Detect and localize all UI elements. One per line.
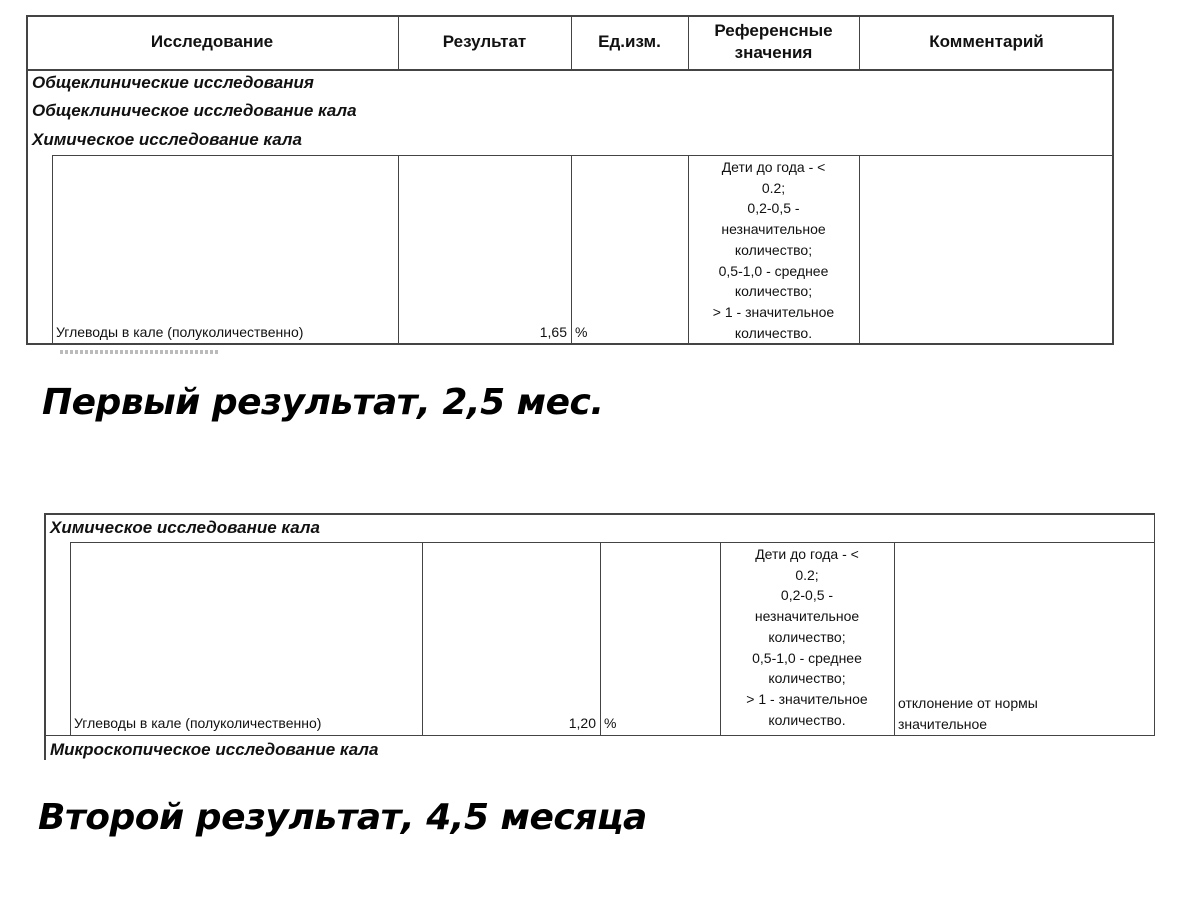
row-test-name: Углеводы в кале (полуколичественно) — [74, 715, 322, 731]
row-result-value: 1,20 — [568, 715, 596, 731]
reference-line: количество; — [768, 670, 846, 687]
reference-line: Дети до года - < — [755, 546, 859, 562]
reference-line: количество. — [734, 324, 813, 341]
reference-line: количество. — [768, 711, 846, 728]
row-result-value: 1,65 — [539, 324, 567, 340]
header-reference-line2: значения — [734, 43, 813, 62]
reference-line: 0.2; — [795, 566, 819, 583]
header-study: Исследование — [150, 32, 274, 51]
reference-line: Дети до года - < — [721, 159, 826, 175]
section-title: Общеклинические исследования — [32, 73, 314, 92]
header-result: Результат — [442, 32, 527, 51]
reference-line: количество; — [734, 283, 813, 300]
reference-line: 0,5-1,0 - среднее — [718, 262, 829, 279]
section-title: Химическое исследование кала — [50, 518, 320, 537]
reference-line: незначительное — [754, 608, 860, 625]
reference-line: количество; — [768, 628, 846, 645]
reference-line: > 1 - значительное — [712, 303, 835, 320]
section-title: Микроскопическое исследование кала — [50, 740, 379, 759]
reference-line: 0,2-0,5 - — [780, 587, 834, 604]
row-unit: % — [604, 715, 617, 731]
row-comment — [898, 693, 1038, 734]
header-comment: Комментарий — [929, 32, 1044, 51]
header-reference-line1: Референсные — [714, 21, 833, 40]
reference-line: незначительное — [721, 221, 826, 238]
row-reference-values — [688, 157, 859, 343]
row-comment-line2: значительное — [898, 715, 988, 732]
section-title: Химическое исследование кала — [32, 130, 302, 149]
reference-line: количество; — [734, 241, 813, 258]
section-title: Общеклиническое исследование кала — [32, 101, 357, 120]
cut-off-footnote — [60, 350, 220, 354]
reference-line: 0,5-1,0 - среднее — [752, 649, 862, 666]
caption-second-result: Второй результат, 4,5 месяца — [38, 797, 647, 838]
row-comment-line1: отклонение от нормы — [898, 695, 1038, 711]
reference-line: > 1 - значительное — [746, 690, 868, 707]
reference-line: 0.2; — [761, 179, 786, 196]
row-unit: % — [575, 324, 588, 340]
caption-first-result: Первый результат, 2,5 мес. — [42, 382, 604, 423]
first-result-table — [26, 15, 1114, 345]
row-reference-values — [720, 544, 894, 730]
header-reference — [688, 15, 859, 69]
row-test-name: Углеводы в кале (полуколичественно) — [56, 324, 304, 340]
reference-line: 0,2-0,5 - — [747, 200, 800, 217]
second-result-table — [44, 513, 1155, 760]
header-unit: Ед.изм. — [598, 32, 661, 51]
